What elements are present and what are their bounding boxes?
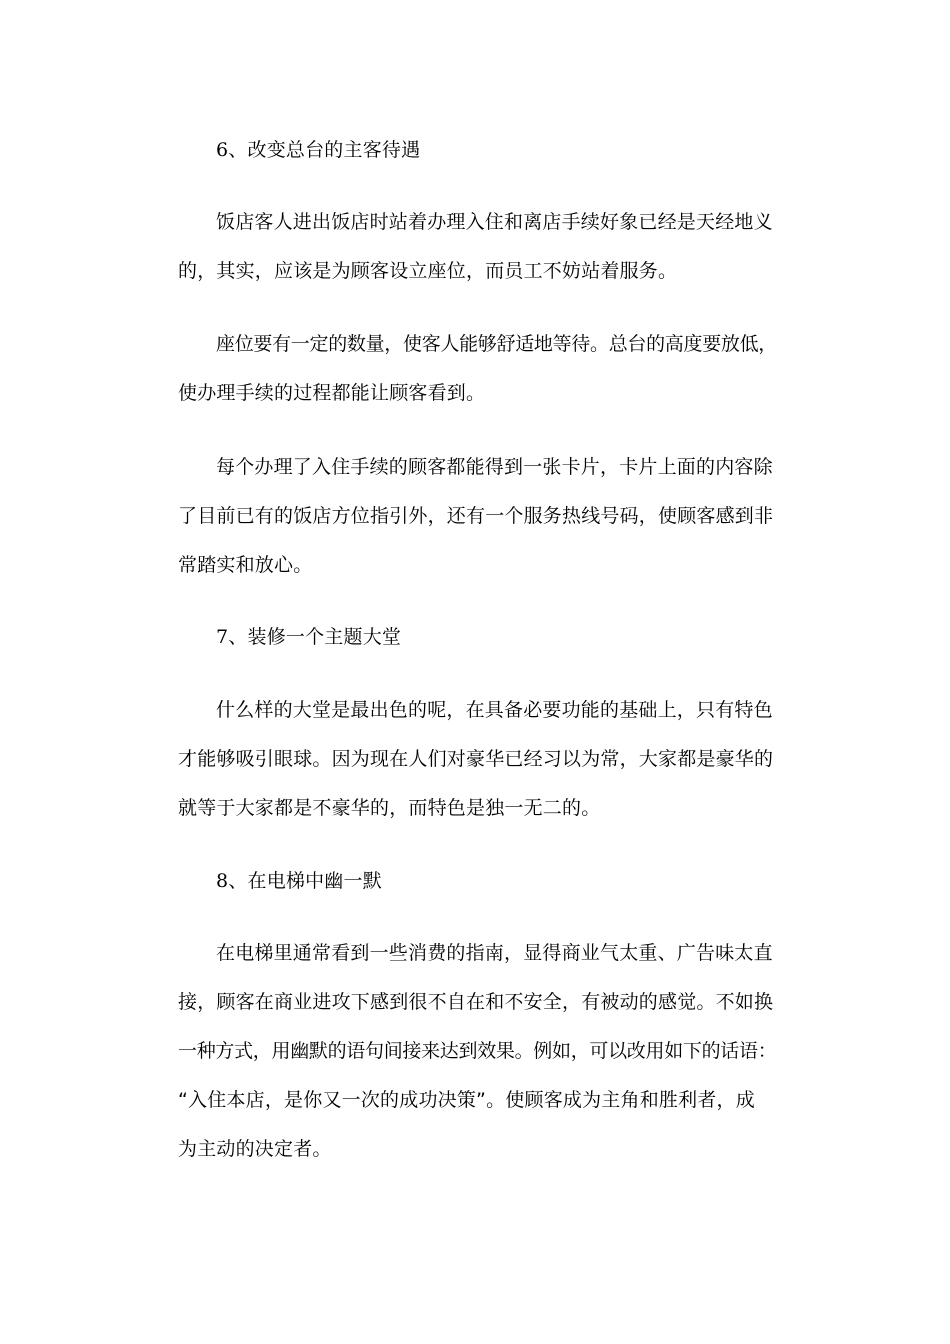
- paragraph-line: 座位要有一定的数量，使客人能够舒适地等待。总台的高度要放低，: [216, 333, 778, 355]
- paragraph-line: “入住本店，是你又一次的成功决策”。使顾客成为主角和胜利者，成: [178, 1089, 755, 1111]
- paragraph-line: 才能够吸引眼球。因为现在人们对豪华已经习以为常，大家都是豪华的: [178, 748, 774, 770]
- paragraph-line: 就等于大家都是不豪华的，而特色是独一无二的。: [178, 797, 601, 819]
- section-heading-7: 7、装修一个主题大堂: [216, 626, 402, 648]
- paragraph-line: 在电梯里通常看到一些消费的指南，显得商业气太重、广告味太直: [216, 942, 773, 964]
- paragraph-line: 的，其实，应该是为顾客设立座位，而员工不妨站着服务。: [178, 260, 678, 282]
- paragraph-line: 了目前已有的饭店方位指引外，还有一个服务热线号码，使顾客感到非: [178, 505, 774, 527]
- paragraph-line: 常踏实和放心。: [178, 554, 313, 576]
- paragraph-line: 一种方式，用幽默的语句间接来达到效果。例如，可以改用如下的话语：: [178, 1040, 777, 1062]
- paragraph-line: 什么样的大堂是最出色的呢，在具备必要功能的基础上，只有特色: [216, 699, 773, 721]
- paragraph: [178, 320, 778, 418]
- paragraph: [178, 443, 778, 590]
- paragraph: [178, 929, 778, 1174]
- paragraph-line: 饭店客人进出饭店时站着办理入住和离店手续好象已经是天经地义: [216, 211, 773, 233]
- paragraph-line: 每个办理了入住手续的顾客都能得到一张卡片，卡片上面的内容除: [216, 456, 773, 478]
- section-heading-6: 6、改变总台的主客待遇: [216, 139, 421, 161]
- section-heading-8: 8、在电梯中幽一默: [216, 870, 382, 892]
- paragraph-line: 使办理手续的过程都能让顾客看到。: [178, 382, 486, 404]
- paragraph-line: 为主动的决定者。: [178, 1138, 332, 1160]
- paragraph-line: 接，顾客在商业进攻下感到很不自在和不安全，有被动的感觉。不如换: [178, 991, 774, 1013]
- paragraph: [178, 198, 778, 296]
- paragraph: [178, 686, 778, 833]
